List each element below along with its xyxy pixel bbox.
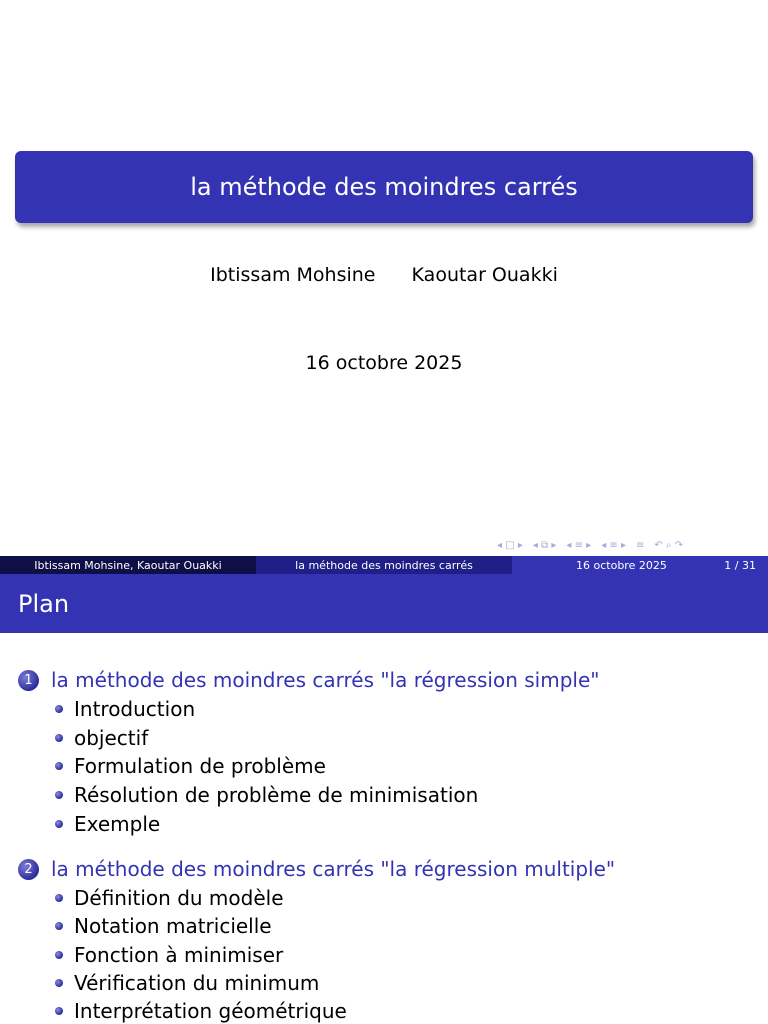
footline — [0, 556, 768, 574]
section-title: la méthode des moindres carrés "la régression simple" — [51, 668, 600, 692]
presentation-title-box — [15, 151, 753, 223]
subsection-label: Définition du modèle — [74, 886, 284, 910]
subsection-label: Introduction — [74, 697, 196, 721]
bullet-icon — [55, 894, 63, 902]
toc-subsection[interactable] — [55, 697, 195, 721]
toc-subsection[interactable] — [55, 886, 284, 910]
presentation-title: la méthode des moindres carrés — [190, 173, 578, 201]
toc-subsection[interactable] — [55, 999, 347, 1023]
bullet-icon — [55, 791, 63, 799]
toc-subsection[interactable] — [55, 726, 148, 750]
subsection-label: Exemple — [74, 812, 161, 836]
subsection-label: Interprétation géométrique — [74, 999, 347, 1023]
footline-date: 16 octobre 2025 — [576, 558, 667, 572]
subsection-label: objectif — [74, 726, 149, 750]
frame-title-bar — [0, 574, 768, 633]
subsection-label: Résolution de problème de minimisation — [74, 783, 479, 807]
bullet-icon — [55, 951, 63, 959]
subsection-label: Formulation de problème — [74, 754, 326, 778]
bullet-icon — [55, 734, 63, 742]
footline-page-number: 1 / 31 — [724, 558, 756, 572]
bullet-icon — [55, 705, 63, 713]
footline-date-page — [512, 556, 768, 574]
subsection-label: Fonction à minimiser — [74, 943, 284, 967]
footline-title: la méthode des moindres carrés — [256, 556, 512, 574]
beamer-navigation-symbols — [497, 537, 763, 553]
presentation-date: 16 octobre 2025 — [305, 352, 463, 374]
toc-section-1[interactable] — [18, 668, 599, 692]
toc-subsection[interactable] — [55, 971, 319, 995]
authors-line — [0, 264, 768, 286]
bullet-icon — [55, 1007, 63, 1015]
toc-subsection[interactable] — [55, 943, 283, 967]
bullet-icon — [55, 762, 63, 770]
frame-title: Plan — [18, 589, 70, 618]
subsection-prev-next-icon[interactable]: ◂ ≡ ▸ — [566, 539, 592, 551]
subsection-label: Notation matricielle — [74, 914, 272, 938]
frame-prev-next-icon[interactable]: ◂ ⧉ ▸ — [532, 539, 557, 551]
slide-prev-next-icon[interactable]: ◂ □ ▸ — [497, 539, 523, 551]
section-number-badge: 1 — [18, 670, 39, 691]
toc-section-2[interactable] — [18, 857, 615, 881]
bullet-icon — [55, 979, 63, 987]
search-icon[interactable]: ↶ ⌕ ↷ — [654, 539, 684, 551]
section-title: la méthode des moindres carrés "la régression multiple" — [51, 857, 616, 881]
section-number-badge: 2 — [18, 859, 39, 880]
toc-subsection[interactable] — [55, 812, 160, 836]
toc-subsection[interactable] — [55, 754, 326, 778]
author-2: Kaoutar Ouakki — [411, 264, 558, 286]
toc-icon[interactable]: ≡ — [635, 539, 645, 551]
author-1: Ibtissam Mohsine — [210, 264, 376, 286]
bullet-icon — [55, 820, 63, 828]
toc-subsection[interactable] — [55, 914, 272, 938]
section-prev-next-icon[interactable]: ◂ ≡ ▸ — [601, 539, 626, 551]
bullet-icon — [55, 922, 63, 930]
footline-authors: Ibtissam Mohsine, Kaoutar Ouakki — [0, 556, 256, 574]
toc-subsection[interactable] — [55, 783, 478, 807]
subsection-label: Vérification du minimum — [74, 971, 320, 995]
plan-slide — [0, 556, 768, 1024]
